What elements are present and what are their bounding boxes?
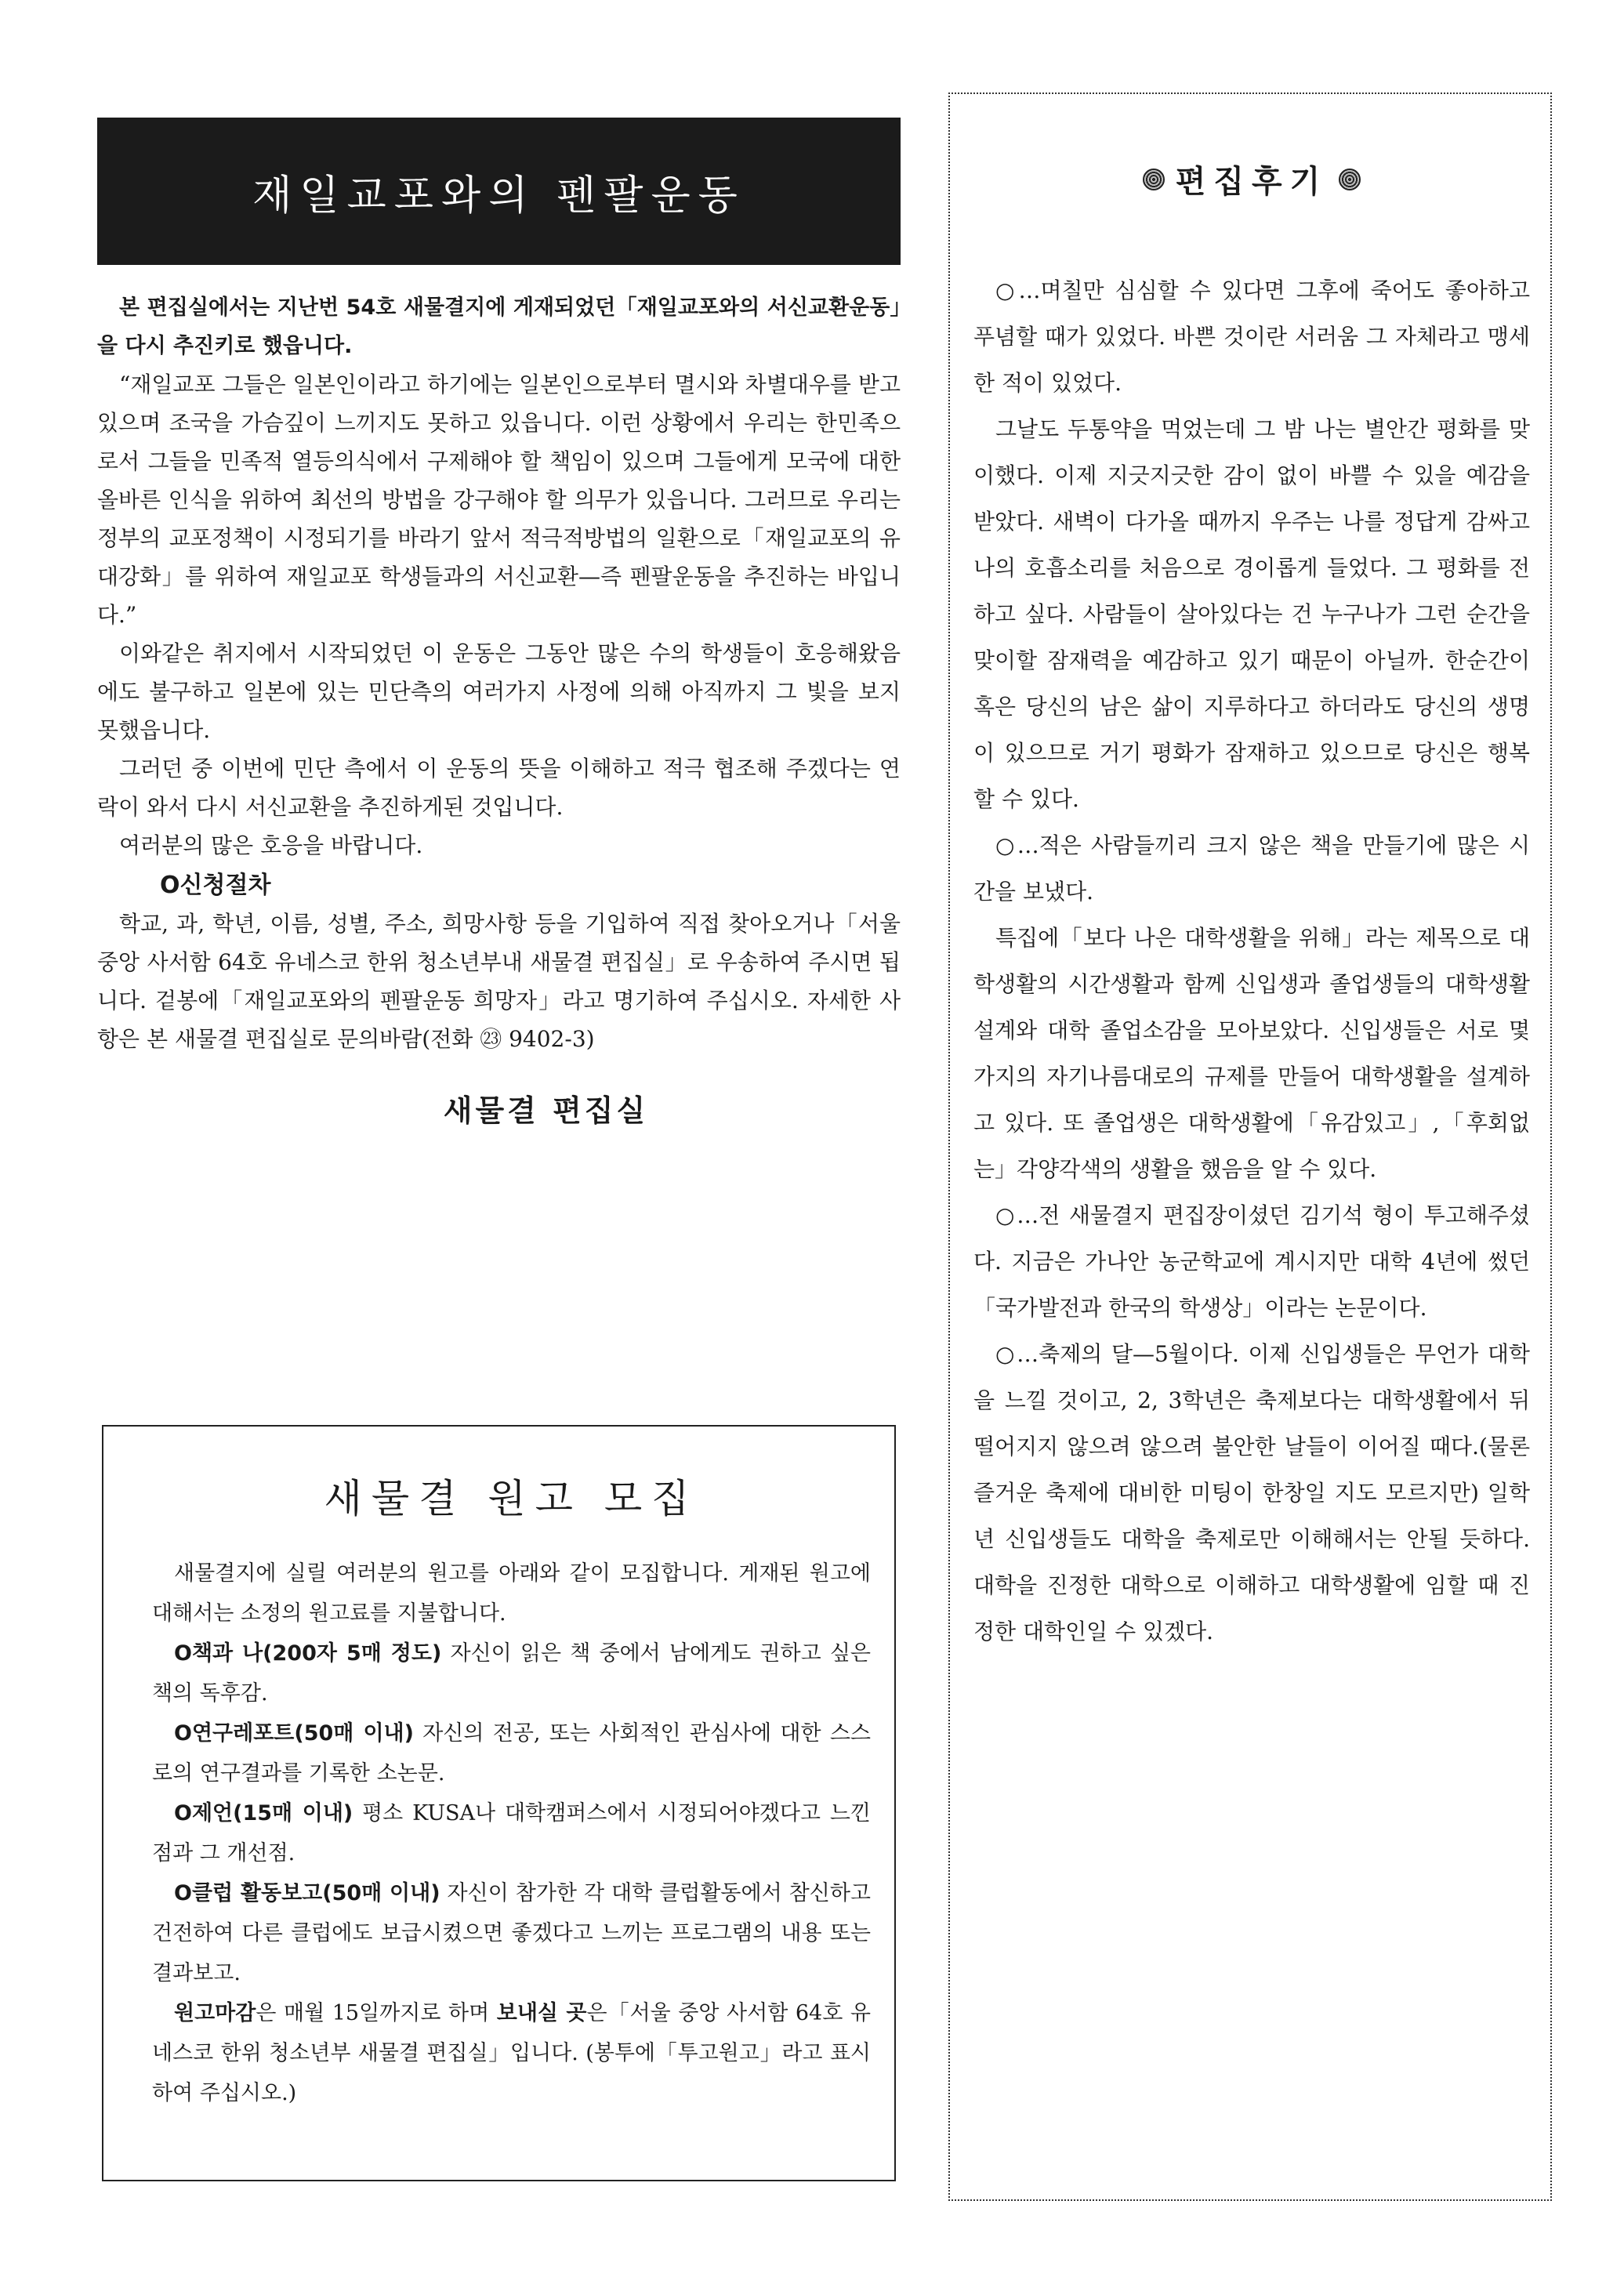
deadline-text: 은「서울 중앙 사서함 64호 유네스코 한위 청소년부 새물결 편집실」입니다. (봉투에「투고원고」라고 표시하여 주십시오.) (152, 2001, 871, 2105)
recruit-item-text: 평소 KUSA나 대학캠퍼스에서 시정되어야겠다고 느낀 점과 그 개선점. (152, 1801, 871, 1865)
recruit-deadline (152, 1993, 871, 2113)
recruit-intro: 새물결지에 실릴 여러분의 원고를 아래와 같이 모집합니다. 게재된 원고에 대해서는 소정의 원고료를 지불합니다. (152, 1561, 871, 1626)
procedure-text: 학교, 과, 학년, 이름, 성별, 주소, 희망사항 등을 기입하여 직접 찾아오거나「서울중앙 사서함 64호 유네스코 한위 청소년부내 새물결 편집실」로 우송하여 주시면 됩니다. 겉봉에「재일교포와의 펜팔운동 희망자」라고 명기하여 주십시오. 자세한 사항은 본 새물결 편집실로 문의바람(전화 ㉓ 9402-3) (97, 911, 901, 1052)
recruit-item (152, 1793, 871, 1873)
editors-note-body (973, 267, 1530, 1655)
recruit-item-label: O책과 나(200자 5매 정도) (174, 1641, 442, 1666)
notice-paragraph: 이와같은 취지에서 시작되었던 이 운동은 그동안 많은 수의 학생들이 호응해왔음에도 불구하고 일본에 있는 민단측의 여러가지 사정에 의해 아직까지 그 빛을 보지 못했읍니다. (97, 640, 901, 743)
penpal-notice (97, 288, 901, 1058)
editors-note-heading (973, 157, 1530, 201)
recruit-item-label: O클럽 활동보고(50매 이내) (174, 1881, 440, 1905)
editors-note-paragraph: ○…며칠만 심심할 수 있다면 그후에 죽어도 좋아하고 푸념할 때가 있었다. 바쁜 것이란 서러움 그 자체라고 맹세한 적이 있었다. (973, 277, 1530, 396)
notice-quote: “재일교포 그들은 일본인이라고 하기에는 일본인으로부터 멸시와 차별대우를 받고 있으며 조국을 가슴깊이 느끼지도 못하고 있읍니다. 이런 상황에서 우리는 한민족으로서 그들을 민족적 열등의식에서 구제해야 할 책임이 있으며 그들에게 모국에 대한 올바른 인식을 위하여 최선의 방법을 강구해야 할 의무가 있읍니다. 그러므로 우리는 정부의 교포정책이 시정되기를 바라기 앞서 적극적방법의 일환으로「재일교포의 유대강화」를 위하여 재일교포 학생들과의 서신교환—즉 펜팔운동을 추진하는 바입니다.” (97, 372, 901, 628)
procedure-heading: O신청절차 (160, 872, 271, 899)
recruit-body (152, 1554, 871, 2113)
editors-note-paragraph: ○…전 새물결지 편집장이셨던 김기석 형이 투고해주셨다. 지금은 가나안 농군학교에 계시지만 대학 4년에 썼던「국가발전과 한국의 학생상」이라는 논문이다. (973, 1202, 1530, 1321)
recruit-item (152, 1713, 871, 1793)
notice-paragraph: 그러던 중 이번에 민단 측에서 이 운동의 뜻을 이해하고 적극 협조해 주겠다는 연락이 와서 다시 서신교환을 추진하게된 것입니다. (97, 756, 901, 820)
deadline-text: 은 매월 15일까지로 하며 (256, 2001, 497, 2025)
banner-title: 재일교포와의 펜팔운동 (252, 172, 745, 219)
send-label: 보내실 곳 (496, 2001, 587, 2025)
recruit-item (152, 1873, 871, 1993)
editors-note-paragraph: 그날도 두통약을 먹었는데 그 밤 나는 별안간 평화를 맞이했다. 이제 지긋지긋한 감이 없이 바쁠 수 있을 예감을 받았다. 새벽이 다가올 때까지 우주는 나를 정답게 감싸고 나의 호흡소리를 처음으로 경이롭게 들었다. 그 평화를 전하고 싶다. 사람들이 살아있다는 건 누구나가 그런 순간을 맞이할 잠재력을 예감하고 있기 때문이 아닐까. 한순간이 혹은 당신의 남은 삶이 지루하다고 하더라도 당신의 생명이 있으므로 거기 평화가 잠재하고 있으므로 당신은 행복할 수 있다. (973, 416, 1530, 812)
editors-note-paragraph: ○…축제의 달—5월이다. 이제 신입생들은 무언가 대학을 느낄 것이고, 2, 3학년은 축제보다는 대학생활에서 뒤떨어지지 않으려 않으려 불안한 날들이 이어질 때다.(물론 즐거운 축제에 대비한 미팅이 한창일 지도 모르지만) 일학년 신입생들도 대학을 축제로만 이해해서는 안될 듯하다. 대학을 진정한 대학으로 이해하고 대학생활에 임할 때 진정한 대학인일 수 있겠다. (973, 1341, 1530, 1644)
recruit-item-text: 자신이 읽은 책 중에서 남에게도 권하고 싶은 책의 독후감. (152, 1641, 871, 1706)
recruit-item (152, 1633, 871, 1713)
deadline-label: 원고마감 (174, 2001, 256, 2025)
recruit-item-text: 자신의 전공, 또는 사회적인 관심사에 대한 스스로의 연구결과를 기록한 소논문. (152, 1721, 871, 1786)
recruit-title: 새물결 원고 모집 (324, 1476, 699, 1521)
notice-lead: 본 편집실에서는 지난번 54호 새물결지에 게재되었던「재일교포와의 서신교환운동」을 다시 추진키로 했읍니다. (97, 295, 901, 358)
editorial-office-signature: 새물결 편집실 (443, 1093, 649, 1128)
recruit-item-label: O연구레포트(50매 이내) (174, 1721, 414, 1746)
notice-column (97, 118, 901, 1129)
manuscript-recruitment-box (102, 1425, 896, 2181)
editors-note-paragraph: ○…적은 사람들끼리 크지 않은 책을 만들기에 많은 시간을 보냈다. (973, 832, 1530, 905)
editors-note-box (948, 92, 1552, 2201)
editors-note-paragraph: 특집에「보다 나은 대학생활을 위해」라는 제목으로 대학생활의 시간생활과 함께 신입생과 졸업생들의 대학생활 설계와 대학 졸업소감을 모아보았다. 신입생들은 서로 몇가지의 자기나름대로의 규제를 만들어 대학생활을 설계하고 있다. 또 졸업생은 대학생활에「유감있고」,「후회없는」각양각색의 생활을 했음을 알 수 있다. (973, 925, 1530, 1182)
recruit-item-label: O제언(15매 이내) (174, 1801, 353, 1825)
dotted-circle-icon (1143, 169, 1165, 190)
penpal-title-banner (97, 118, 901, 265)
editors-note-title: 편집후기 (1175, 164, 1329, 200)
dotted-circle-icon (1339, 169, 1361, 190)
recruit-item-text: 자신이 참가한 각 대학 클럽활동에서 참신하고 건전하여 다른 클럽에도 보급시켰으면 좋겠다고 느끼는 프로그램의 내용 또는 결과보고. (152, 1881, 871, 1985)
notice-paragraph: 여러분의 많은 호응을 바랍니다. (119, 832, 423, 858)
